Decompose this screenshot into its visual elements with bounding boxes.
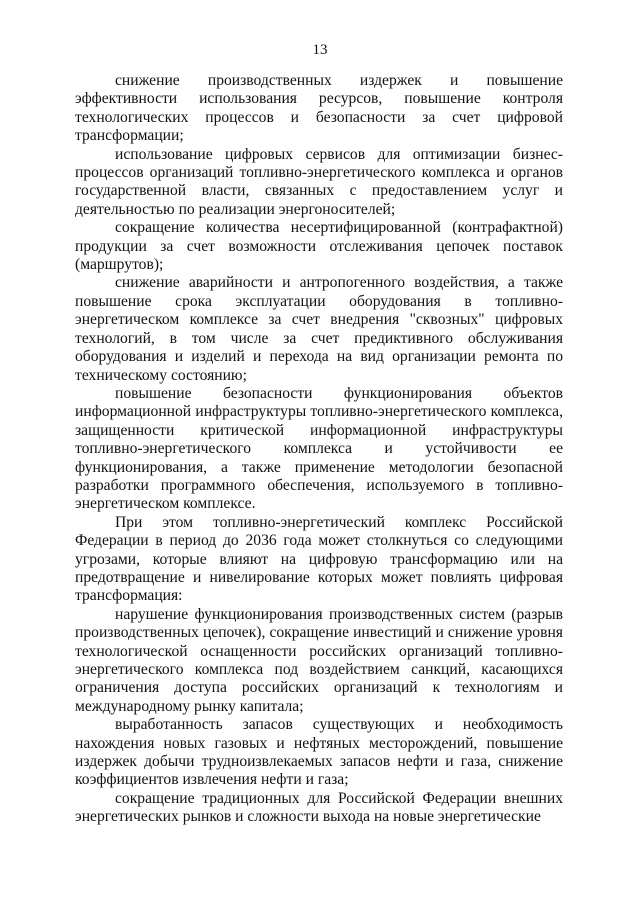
paragraph: При этом топливно-энергетический комплекс Российской Федерации в период до 2036 года может столкнуться со следующими угрозами, которые влияют на цифровую трансформацию или на предотвращение и нивелирование которых может повлиять цифровая трансформация: (75, 513, 563, 605)
paragraph: сокращение количества несертифицированной (контрафактной) продукции за счет возможности отслеживания цепочек поставок (маршрутов); (75, 219, 563, 274)
paragraph: снижение производственных издержек и повышение эффективности использования ресурсов, повышение контроля технологических процессов и безопасности за счет цифровой трансформации; (75, 72, 563, 145)
paragraph: нарушение функционирования производственных систем (разрыв производственных цепочек), сокращение инвестиций и снижение уровня технологической оснащенности российских организаций топливно-энергетического комплекса под воздействием санкций, касающихся ограничения доступа российских организаций к технологиям и международному рынку капитала; (75, 605, 563, 715)
paragraph: снижение аварийности и антропогенного воздействия, а также повышение срока эксплуатации оборудования в топливно-энергетическом комплексе за счет внедрения "сквозных" цифровых технологий, в том числе за счет предиктивного обслуживания оборудования и изделий и перехода на вид организации ремонта по техническому состоянию; (75, 274, 563, 384)
paragraph: выработанность запасов существующих и необходимость нахождения новых газовых и нефтяных месторождений, повышение издержек добычи трудноизвлекаемых запасов нефти и газа, снижение коэффициентов извлечения нефти и газа; (75, 716, 563, 789)
page-number: 13 (312, 42, 328, 58)
document-body (75, 72, 563, 827)
paragraph: использование цифровых сервисов для оптимизации бизнес-процессов организаций топливно-энергетического комплекса и органов государственной власти, связанных с предоставлением услуг и деятельностью по реализации энергоносителей; (75, 145, 563, 218)
paragraph: повышение безопасности функционирования объектов информационной инфраструктуры топливно-энергетического комплекса, защищенности критической информационной инфраструктуры топливно-энергетического комплекса и устойчивости ее функционирования, а также применение методологии безопасной разработки программного обеспечения, используемого в топливно-энергетическом комплексе. (75, 384, 563, 513)
paragraph: сокращение традиционных для Российской Федерации внешних энергетических рынков и сложности выхода на новые энергетические (75, 789, 563, 826)
